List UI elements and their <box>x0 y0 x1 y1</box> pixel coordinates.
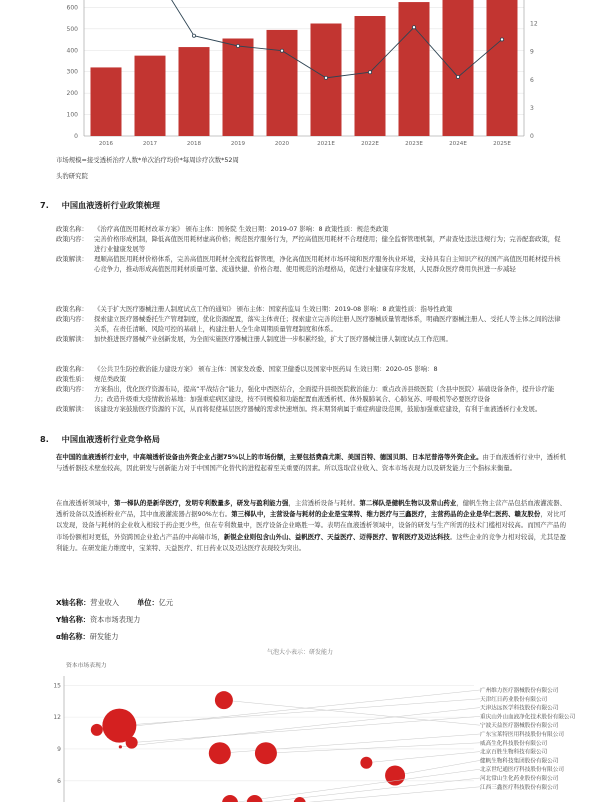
y-tick-label: 600 <box>66 4 78 12</box>
policy-row <box>56 404 566 414</box>
policy-row <box>56 364 566 374</box>
policy-value: 加快推进医疗器械产业创新发展，为全面实施医疗器械注册人制度进一步积累经验，扩大了医疗器械注册人制度试点工作范围。 <box>94 335 452 343</box>
y2-tick-label: 0 <box>530 133 534 140</box>
leader-line <box>97 690 480 730</box>
policy-key: 政策内容： <box>56 235 88 243</box>
company-label: 宁波天益医疗器械股份有限公司 <box>480 723 559 730</box>
text-run: ，对比可以发现，设备与耗材的企业收入相较于药企更少些，但在专利数量中，医疗设备企业略胜一筹。表明在血液透析领域中，设备的研发与生产所需的技术门槛相对较高。而国产产品的市场份额相对更低，外资跨国企业抢占产品的中高端市场， <box>56 510 567 541</box>
policy-block <box>56 224 566 274</box>
line-point <box>368 71 371 74</box>
policy-key: 政策解读： <box>56 405 88 413</box>
bubble <box>247 795 263 802</box>
axis-definition-row <box>56 611 173 628</box>
section-7-heading <box>40 200 160 211</box>
x-tick-label: 2019 <box>230 141 246 147</box>
axis-definition-row <box>56 594 173 611</box>
bubble <box>360 757 372 769</box>
policy-value: 《关于扩大医疗器械注册人制度试点工作的通知》 颁布主体：国家药监局 生效日期：2019-08 影响：8 政策性质：指导性政策 <box>94 305 453 313</box>
formula-note: 市场规模=接受透析治疗人数*单次治疗均价*每周诊疗次数*52周 <box>56 156 239 164</box>
y-tick-label: 500 <box>66 25 78 33</box>
y2-tick-label: 3 <box>530 104 534 112</box>
y-axis-title: 资本市场表现力 <box>66 663 107 669</box>
line-point <box>456 75 459 78</box>
axis-key: α轴名称： <box>56 632 90 641</box>
policy-row <box>56 254 566 274</box>
x-tick-label: 2023E <box>405 141 423 147</box>
leader-line <box>366 752 480 763</box>
text-run: ，健帆生物主营产品包括血液灌流器、透析设备以及透析粉业产品，其中血液灌流器占据90%左右。 <box>56 499 567 519</box>
leader-line <box>395 760 480 775</box>
line-point <box>192 34 195 37</box>
policy-key: 政策内容： <box>56 385 88 393</box>
y2-tick-label: 9 <box>530 48 534 56</box>
policy-key: 政策名称： <box>56 225 88 233</box>
company-label: 重庆山外山血液净化技术股份有限公司 <box>480 714 576 721</box>
y-tick-label: 6 <box>57 777 61 785</box>
source-note: 头豹研究院 <box>56 172 88 180</box>
y-tick-label: 300 <box>66 68 78 76</box>
text-run: 在血液透析领域中， <box>56 499 115 507</box>
policy-value: 方案指出，优化医疗资源布局，提高“平战结合”能力，强化中西医结合，全面提升县级医院救治能力：重点改善县级医院（含县中医院）基础设备条件，提升诊疗能力；改造升级重大疫情救治基地：加强重症病区建设，按不同规模和功能配置血液透析机、体外膜肺氧合、心肺复苏、呼吸机等必要医疗设备 <box>94 385 555 403</box>
bar <box>223 39 254 137</box>
unit-value: 亿元 <box>158 598 174 607</box>
line-point <box>280 49 283 52</box>
bar <box>399 2 430 136</box>
text-run: 由于血液透析行业中，透析机与透析器技术壁垒较高，因此研发与创新能力对于中国国产化替代的进程起着至关重要的因素。所以选取营业收入、资本市场表现力以及研发能力三个指标来衡量。 <box>56 453 567 473</box>
bar <box>355 16 386 136</box>
company-label: 天津红日药业股份有限公司 <box>480 696 548 703</box>
policy-value: 完善价格形成机制，降低高值医用耗材虚高价格；规范医疗服务行为，严控高值医用耗材不合理使用；健全监督管理机制，严肃查处违法违规行为；完善配套政策，促进行业健康发展等 <box>94 235 561 253</box>
policy-row <box>56 224 566 234</box>
axis-key: Y轴名称： <box>56 615 90 624</box>
company-label: 广东宝莱特医用科技股份有限公司 <box>480 732 564 738</box>
policy-row <box>56 334 566 344</box>
policy-key: 政策解读： <box>56 255 88 263</box>
company-label: 江西三鑫医疗科技股份有限公司 <box>480 784 559 791</box>
bar <box>267 30 298 136</box>
bubble <box>126 737 138 749</box>
leader-line <box>120 708 480 747</box>
policy-key: 政策解读： <box>56 335 88 343</box>
x-tick-label: 2022E <box>361 141 379 147</box>
paragraph-tiers <box>56 498 566 554</box>
competition-bubble-chart <box>0 642 600 802</box>
x-tick-label: 2024E <box>449 141 467 147</box>
bubble <box>385 765 405 785</box>
section-number: 7. <box>40 200 49 210</box>
policy-row <box>56 374 566 384</box>
bar <box>135 56 166 136</box>
x-tick-label: 2025E <box>493 141 511 147</box>
bubble <box>222 795 238 802</box>
bold-text: 第一梯队的是新华医疗，发明专利数量多，研发与盈利能力强 <box>114 499 289 507</box>
section-title: 中国血液透析行业竞争格局 <box>61 434 160 444</box>
axis-key: X轴名称： <box>56 598 91 607</box>
company-label: 威高生化科技股份有限公司 <box>480 740 548 747</box>
bold-text: 新锐企业则包含山外山、益帆医疗、天益医疗、迈得医疗、智利医疗及迈达科技 <box>223 532 450 541</box>
policy-key: 政策名称： <box>56 365 88 373</box>
policy-key: 政策名称： <box>56 305 88 313</box>
policy-block <box>56 364 566 414</box>
chart-title: 气泡大小表示：研发能力 <box>266 649 334 656</box>
company-label: 健帆生物科技集团股份有限公司 <box>480 758 559 765</box>
unit-key: 单位： <box>137 598 159 607</box>
company-label: 北京百胜生物科技有限公司 <box>480 749 548 756</box>
y-tick-label: 100 <box>66 111 78 119</box>
bold-text: 第二梯队是健帆生物以及常山药业 <box>359 499 457 507</box>
bold-text: 在中国的血液透析行业中，中高端透析设备由外资企业占据75%以上的市场份额，主要包括费森尤斯、美国百特、德国贝朗、日本尼普洛等外资企业。 <box>56 453 483 461</box>
y-tick-label: 400 <box>66 47 78 55</box>
bubble <box>91 724 103 736</box>
x-tick-label: 2017 <box>142 141 158 147</box>
market-size-chart <box>0 0 600 160</box>
leader-line <box>119 699 480 726</box>
line-point <box>412 26 415 29</box>
axis-value: 资本市场表现力 <box>89 615 141 624</box>
y-tick-label: 12 <box>53 714 61 722</box>
company-label: 天津达远医学科技股份有限公司 <box>480 705 559 712</box>
company-label: 北京世纪通医疗科技股份有限公司 <box>480 767 564 774</box>
policy-value: 该建设方案鼓励医疗资源的下沉，从而将促使基层医疗器械的需求快速增加。终末期肾病属于重症病建设范围，鼓励加强重症建设，有利于血液透析行业发展。 <box>94 405 542 413</box>
policy-block <box>56 304 566 344</box>
policy-key: 政策性质： <box>56 375 88 383</box>
policy-value: 理顺高值医用耗材价格体系，完善高值医用耗材全流程监督管理，净化高值医用耗材市场环境和医疗服务执业环境，支持具有自主知识产权的国产高值医用耗材提升核心竞争力，推动形成高值医用耗材质量可靠、流通快捷、价格合理、使用规范的治理格局，促进行业健康有序发展，人民群众医疗费用负担进一步减轻 <box>94 255 561 273</box>
y-tick-label: 9 <box>57 745 61 753</box>
x-tick-label: 2016 <box>98 141 114 147</box>
policy-value: 规范类政策 <box>94 375 126 383</box>
bold-text: 第三梯队中，主营设备与耗材的企业是宝莱特、维力医疗与三鑫医疗，主营药品的企业是华仁医药、赣友股份 <box>231 510 541 519</box>
section-title: 中国血液透析行业政策梳理 <box>61 200 160 210</box>
policy-value: 《治疗高值医用耗材改革方案》 颁布主体：国务院 生效日期：2019-07 影响：8 政策性质：规范类政策 <box>94 225 389 233</box>
text-run: ，主营透析设备与耗材。 <box>288 499 360 507</box>
policy-row <box>56 384 566 404</box>
policy-row <box>56 234 566 254</box>
y-tick-label: 15 <box>53 682 61 690</box>
policy-row <box>56 304 566 314</box>
bar <box>91 67 122 136</box>
company-label: 河北常山生化药业股份有限公司 <box>480 776 559 782</box>
x-tick-label: 2020 <box>274 141 290 147</box>
bubble <box>215 691 233 709</box>
bar <box>487 0 518 136</box>
policy-value: 探索建立医疗器械委托生产管理制度，优化资源配置，落实主体责任；探索建立完善的注册人医疗器械质量管理体系，明确医疗器械注册人、受托人等主体之间的法律关系，在责任清晰、风险可控的基础上，构建注册人全生命周期质量管理制度和体系。 <box>94 315 561 333</box>
bar <box>179 47 210 136</box>
y-tick-label: 200 <box>66 90 78 98</box>
bubble <box>209 742 231 764</box>
text-run: 。这些企业的竞争力相对较弱，尤其是盈利能力。在研发能力维度中，宝莱特、天益医疗、红日药业以及迈达医疗表现较为突出。 <box>56 532 567 552</box>
policy-row <box>56 314 566 334</box>
policy-value: 《公共卫生防控救治能力建设方案》 颁布主体：国家发改委、国家卫健委以及国家中医药局 生效日期：2020-05 影响：8 <box>94 365 438 373</box>
line-point <box>236 44 239 47</box>
leader-line <box>266 743 480 753</box>
section-8-heading <box>40 434 160 445</box>
section-number: 8. <box>40 434 49 444</box>
policy-key: 政策内容： <box>56 315 88 323</box>
y2-tick-label: 6 <box>530 76 534 84</box>
line-point <box>324 76 327 79</box>
company-label: 广州维力医疗器械股份有限公司 <box>480 688 559 694</box>
bubble <box>255 742 277 764</box>
axis-value: 研发能力 <box>89 632 119 641</box>
x-tick-label: 2021E <box>317 141 335 147</box>
paragraph-intro <box>56 452 566 474</box>
bubble <box>119 745 122 748</box>
y-tick-label: 0 <box>74 133 78 140</box>
leader-line <box>230 769 480 802</box>
y2-tick-label: 12 <box>530 20 538 28</box>
line-point <box>500 38 503 41</box>
axis-definitions <box>56 594 173 645</box>
axis-value: 营业收入 <box>90 598 120 607</box>
x-tick-label: 2018 <box>186 141 202 147</box>
